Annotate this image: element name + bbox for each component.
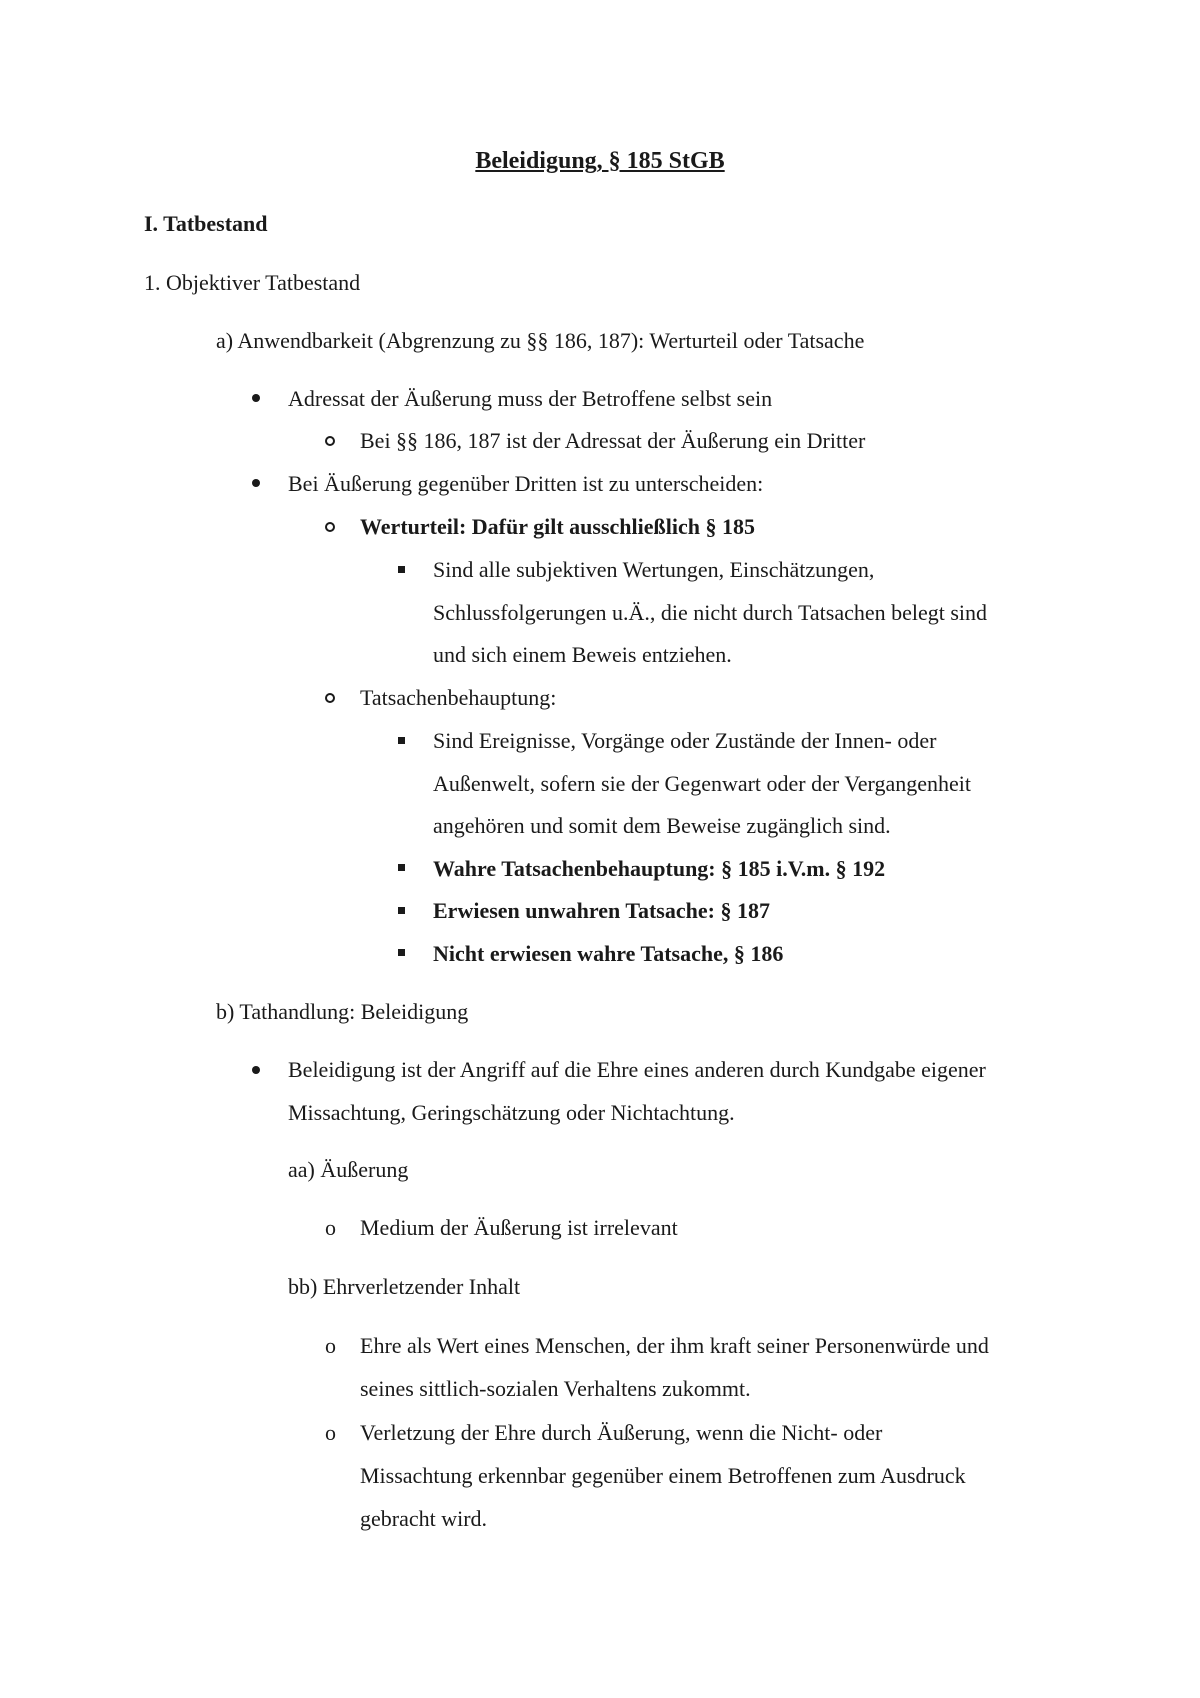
bullet-disc-icon [252, 1066, 260, 1074]
bullet-o-marker: o [325, 1333, 336, 1358]
bullet-square-icon [398, 864, 405, 871]
nicht-erwiesen-wahre-tatsache: Nicht erwiesen wahre Tatsache, § 186 [433, 941, 784, 966]
medium-irrelevant: Medium der Äußerung ist irrelevant [360, 1215, 678, 1240]
bullet-gegenueber-dritten: Bei Äußerung gegenüber Dritten ist zu unterscheiden: [288, 471, 764, 496]
tatsache-definition-line-3: angehören und somit dem Beweise zugänglich sind. [433, 813, 891, 838]
bullet-adressat: Adressat der Äußerung muss der Betroffene selbst sein [288, 386, 773, 411]
bullet-square-icon [398, 737, 405, 744]
bullet-disc-icon [252, 479, 260, 487]
verletzung-line-2: Missachtung erkennbar gegenüber einem Betroffenen zum Ausdruck [360, 1463, 966, 1488]
bullet-o-marker: o [325, 1420, 336, 1445]
werturteil-definition-line-3: und sich einem Beweis entziehen. [433, 642, 732, 667]
tatsache-definition-line-2: Außenwelt, sofern sie der Gegenwart oder der Vergangenheit [433, 771, 971, 796]
bullet-square-icon [398, 566, 405, 573]
bb-heading: bb) Ehrverletzender Inhalt [288, 1274, 521, 1299]
sub-bullet-dritter: Bei §§ 186, 187 ist der Adressat der Äußerung ein Dritter [360, 428, 866, 453]
bullet-square-icon [398, 907, 405, 914]
bullet-circle-icon [325, 522, 335, 532]
bullet-circle-icon [325, 436, 335, 446]
ehre-definition-line-2: seines sittlich-sozialen Verhaltens zukommt. [360, 1376, 751, 1401]
werturteil-label: Werturteil: Dafür gilt ausschließlich § 185 [360, 514, 755, 539]
erwiesen-unwahre-tatsache: Erwiesen unwahren Tatsache: § 187 [433, 898, 770, 923]
page-title: Beleidigung, § 185 StGB [475, 148, 725, 174]
beleidigung-definition-line-1: Beleidigung ist der Angriff auf die Ehre eines anderen durch Kundgabe eigener [288, 1057, 986, 1082]
verletzung-line-3: gebracht wird. [360, 1506, 488, 1531]
tatsache-definition-line-1: Sind Ereignisse, Vorgänge oder Zustände der Innen- oder [433, 728, 937, 753]
subsection-heading-objektiver-tatbestand: 1. Objektiver Tatbestand [144, 270, 361, 295]
beleidigung-definition-line-2: Missachtung, Geringschätzung oder Nichtachtung. [288, 1100, 735, 1125]
werturteil-definition-line-2: Schlussfolgerungen u.Ä., die nicht durch Tatsachen belegt sind [433, 600, 988, 625]
werturteil-definition-line-1: Sind alle subjektiven Wertungen, Einschätzungen, [433, 557, 875, 582]
section-heading-tatbestand: I. Tatbestand [144, 211, 268, 236]
bullet-square-icon [398, 949, 405, 956]
bullet-o-marker: o [325, 1215, 336, 1240]
bullet-circle-icon [325, 693, 335, 703]
part-b-heading: b) Tathandlung: Beleidigung [216, 999, 469, 1024]
tatsachenbehauptung-label: Tatsachenbehauptung: [360, 685, 557, 710]
verletzung-line-1: Verletzung der Ehre durch Äußerung, wenn die Nicht- oder [360, 1420, 883, 1445]
wahre-tatsachenbehauptung: Wahre Tatsachenbehauptung: § 185 i.V.m. § 192 [433, 856, 886, 881]
bullet-disc-icon [252, 394, 260, 402]
aa-heading: aa) Äußerung [288, 1157, 409, 1182]
part-a-heading: a) Anwendbarkeit (Abgrenzung zu §§ 186, 187): Werturteil oder Tatsache [216, 328, 865, 353]
ehre-definition-line-1: Ehre als Wert eines Menschen, der ihm kraft seiner Personenwürde und [360, 1333, 989, 1358]
